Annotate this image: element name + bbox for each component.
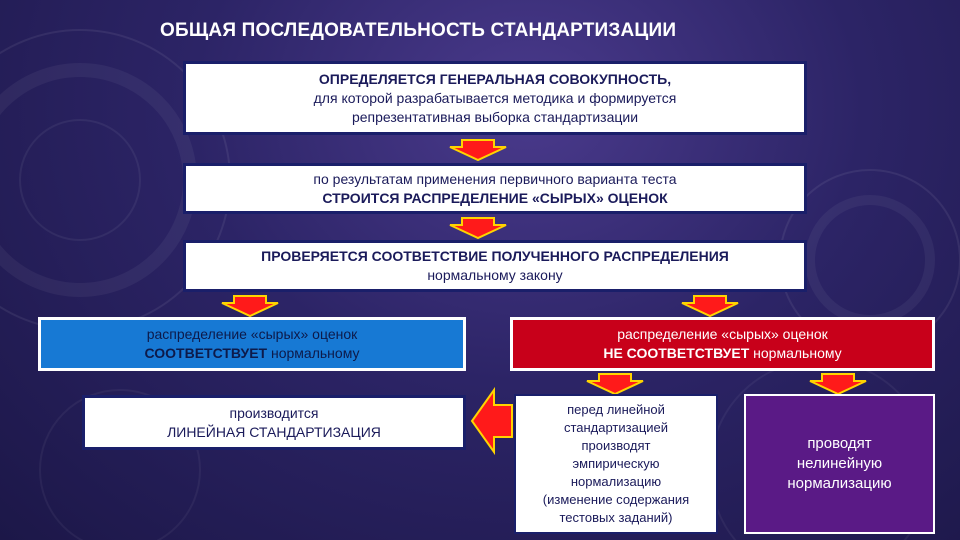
empirical-line1: перед линейной <box>567 402 665 417</box>
linear-line1: производится <box>229 404 319 421</box>
down-arrow-icon <box>220 295 280 317</box>
empirical-line5: нормализацию <box>570 474 662 489</box>
branch-matches-rest: нормальному <box>267 345 360 361</box>
down-arrow-icon <box>808 373 868 395</box>
nonlinear-line2: нелинейную <box>796 455 883 472</box>
branch-matches-emphasis: СООТВЕТСТВУЕТ <box>144 345 268 361</box>
branch-matches-box <box>38 317 466 371</box>
step2-box <box>183 163 807 214</box>
linear-standardization-box <box>82 395 466 450</box>
down-arrow-icon <box>585 373 645 395</box>
branch-matches-line1: распределение «сырых» оценок <box>146 326 358 342</box>
empirical-line7: тестовых заданий) <box>559 510 673 525</box>
step3-heading: ПРОВЕРЯЕТСЯ СООТВЕТСТВИЕ ПОЛУЧЕННОГО РАСПРЕДЕЛЕНИЯ <box>261 248 729 264</box>
down-arrow-icon <box>448 139 508 161</box>
empirical-line2: стандартизацией <box>563 420 669 435</box>
empirical-line4: эмпирическую <box>572 456 660 471</box>
step1-line2: для которой разрабатывается методика и формируется <box>313 89 677 106</box>
empirical-line3: производят <box>581 438 651 453</box>
branch-not-matches-line1: распределение «сырых» оценок <box>617 326 828 342</box>
page-title: ОБЩАЯ ПОСЛЕДОВАТЕЛЬНОСТЬ СТАНДАРТИЗАЦИИ <box>160 20 677 41</box>
step2-line1: по результатам применения первичного варианта теста <box>313 170 677 187</box>
down-arrow-icon <box>680 295 740 317</box>
step2-heading: СТРОИТСЯ РАСПРЕДЕЛЕНИЕ «СЫРЫХ» ОЦЕНОК <box>322 189 668 206</box>
down-arrow-icon <box>448 217 508 239</box>
branch-not-matches-rest: нормальному <box>749 345 842 361</box>
step3-box <box>183 240 807 292</box>
nonlinear-line3: нормализацию <box>787 475 892 492</box>
step1-heading: ОПРЕДЕЛЯЕТСЯ ГЕНЕРАЛЬНАЯ СОВОКУПНОСТЬ, <box>318 70 672 87</box>
nonlinear-line1: проводят <box>807 435 872 452</box>
empirical-normalization-box <box>514 394 718 534</box>
step1-line3: репрезентативная выборка стандартизации <box>351 108 639 125</box>
step3-line2: нормальному закону <box>427 267 563 283</box>
empirical-line6: (изменение содержания <box>542 492 690 507</box>
linear-line2: ЛИНЕЙНАЯ СТАНДАРТИЗАЦИЯ <box>167 423 381 440</box>
branch-not-matches-emphasis: НЕ СООТВЕТСТВУЕТ <box>603 345 750 361</box>
nonlinear-normalization-box <box>744 394 935 534</box>
branch-not-matches-box <box>510 317 935 371</box>
step1-box <box>183 61 807 135</box>
left-arrow-icon <box>470 388 514 454</box>
